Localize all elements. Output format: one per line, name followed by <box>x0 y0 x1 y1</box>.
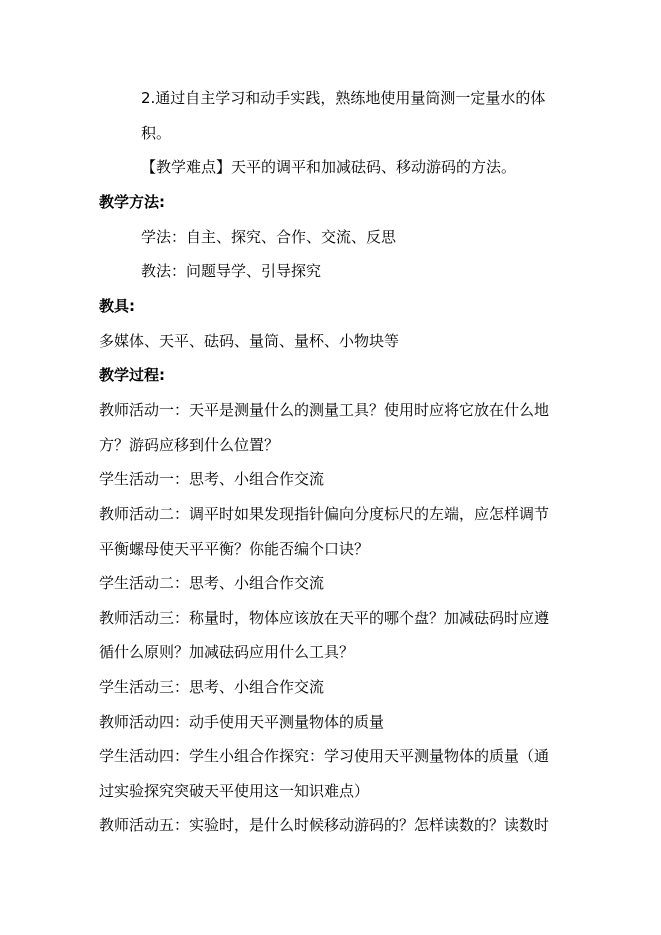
student-activity-3: 学生活动三：思考、小组合作交流 <box>99 678 325 696</box>
teacher-activity-3-line-1: 教师活动三：称量时，物体应该放在天平的哪个盘？加减砝码时应遵 <box>99 609 550 627</box>
teacher-activity-3-line-2: 循什么原则？加减砝码应用什么工具？ <box>99 643 355 661</box>
objective-2-line-1: 2.通过自主学习和动手实践，熟练地使用量筒测一定量水的体 <box>141 89 546 107</box>
student-activity-1: 学生活动一：思考、小组合作交流 <box>99 470 325 488</box>
teaching-process-heading: 教学过程: <box>99 366 165 384</box>
student-activity-4-line-2: 过实验探究突破天平使用这一知识难点） <box>99 782 370 800</box>
teacher-activity-1-line-2: 方？游码应移到什么位置？ <box>99 436 280 454</box>
teacher-activity-1-line-1: 教师活动一：天平是测量什么的测量工具？使用时应将它放在什么地 <box>99 401 550 419</box>
teacher-activity-4: 教师活动四：动手使用天平测量物体的质量 <box>99 713 385 731</box>
teaching-method: 教法：问题导学、引导探究 <box>141 262 322 280</box>
teacher-activity-2-line-2: 平衡螺母使天平平衡？你能否编个口诀？ <box>99 540 370 558</box>
learning-method: 学法：自主、探究、合作、交流、反思 <box>141 228 397 246</box>
teaching-tools-list: 多媒体、天平、砝码、量筒、量杯、小物块等 <box>99 332 400 350</box>
student-activity-4-line-1: 学生活动四：学生小组合作探究：学习使用天平测量物体的质量（通 <box>99 747 550 765</box>
teaching-methods-heading: 教学方法: <box>99 193 165 211</box>
teaching-tools-heading: 教具: <box>99 297 135 315</box>
teacher-activity-5-line-1: 教师活动五：实验时，是什么时候移动游码的？怎样读数的？读数时 <box>99 816 550 834</box>
teaching-difficulty: 【教学难点】天平的调平和加减砝码、移动游码的方法。 <box>141 158 517 176</box>
objective-2-line-2: 积。 <box>141 124 172 142</box>
teacher-activity-2-line-1: 教师活动二：调平时如果发现指针偏向分度标尺的左端，应怎样调节 <box>99 505 550 523</box>
student-activity-2: 学生活动二：思考、小组合作交流 <box>99 574 325 592</box>
